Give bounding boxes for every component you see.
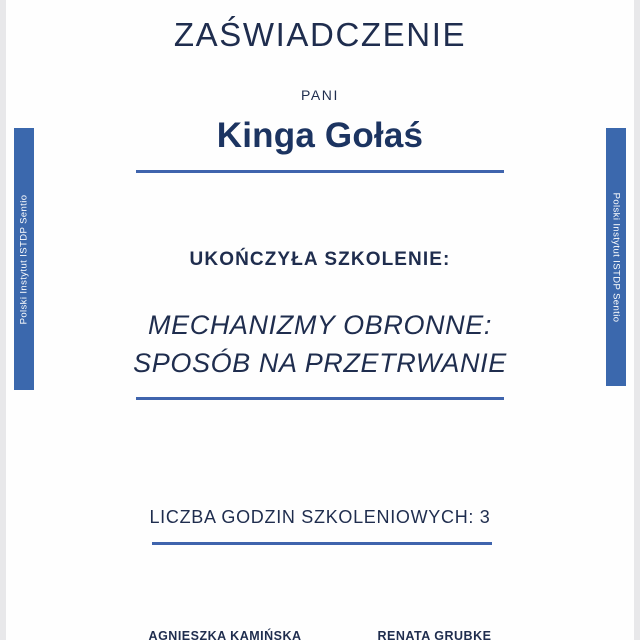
divider-under-name: [136, 170, 504, 173]
training-hours-line: LICZBA GODZIN SZKOLENIOWYCH: 3: [149, 507, 491, 527]
signatory-name-right: RENATA GRUBKE: [377, 629, 492, 640]
course-title: [6, 306, 634, 383]
signature-block: [6, 630, 634, 640]
certificate-page: [6, 0, 634, 640]
divider-under-course-title: [136, 397, 504, 400]
recipient-honorific: PANI: [300, 87, 340, 103]
left-branding-bar-label: Polski Instytut ISTDP Sentio: [18, 194, 30, 324]
course-title-line-1: MECHANIZMY OBRONNE:: [148, 310, 492, 340]
certificate-title: ZAŚWIADCZENIE: [173, 16, 467, 53]
signatory-name-left: AGNIESZKA KAMIŃSKA: [148, 629, 302, 640]
completion-label: UKOŃCZYŁA SZKOLENIE:: [189, 249, 451, 270]
certificate-content: [6, 0, 634, 640]
right-branding-bar-label: Polski Instytut ISTDP Sentio: [610, 192, 622, 322]
course-title-line-2: SPOSÓB NA PRZETRWANIE: [133, 348, 507, 379]
divider-under-hours: [152, 542, 492, 545]
recipient-name: Kinga Gołaś: [216, 116, 424, 155]
